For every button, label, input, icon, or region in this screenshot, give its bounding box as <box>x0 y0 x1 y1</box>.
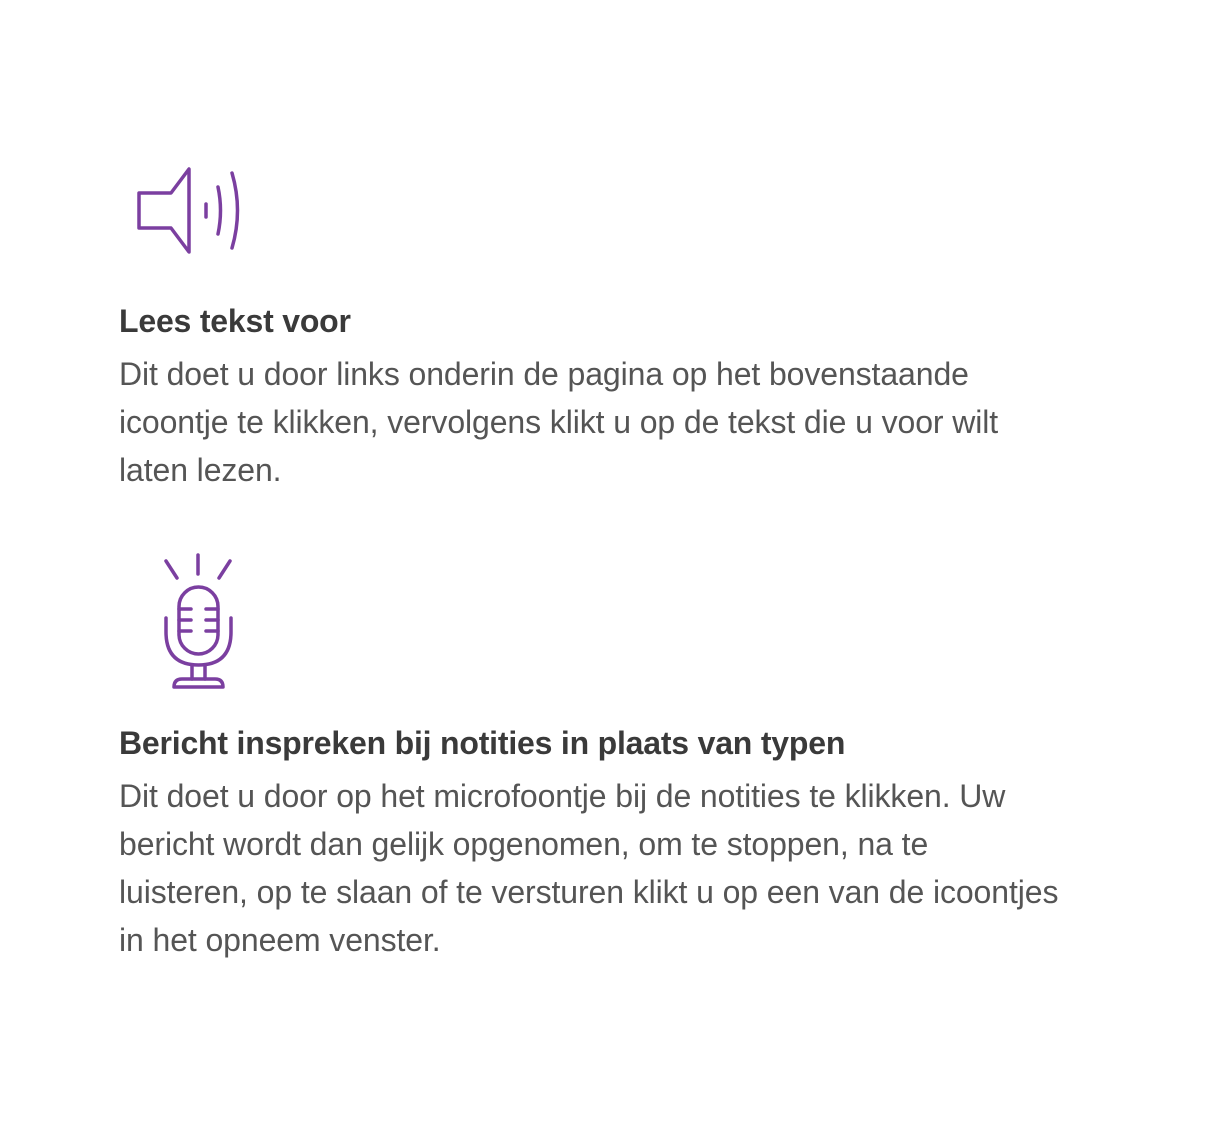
feature-description: Dit doet u door op het microfoontje bij de notities te klikken. Uw bericht wordt dan gelijk opgenomen, om te stoppen, na te luisteren, op te slaan of te versturen klikt u op een van de icoontjes in het opneem venster. <box>119 778 1059 958</box>
feature-voice-note <box>119 550 1059 964</box>
feature-title: Bericht inspreken bij notities in plaats van typen <box>119 725 846 761</box>
feature-read-aloud <box>119 164 1059 494</box>
feature-description: Dit doet u door links onderin de pagina op het bovenstaande icoontje te klikken, vervolgens klikt u op de tekst die u voor wilt laten lezen. <box>119 356 999 488</box>
microphone-icon <box>119 550 249 692</box>
feature-title: Lees tekst voor <box>119 303 351 339</box>
speaker-icon <box>119 164 249 260</box>
